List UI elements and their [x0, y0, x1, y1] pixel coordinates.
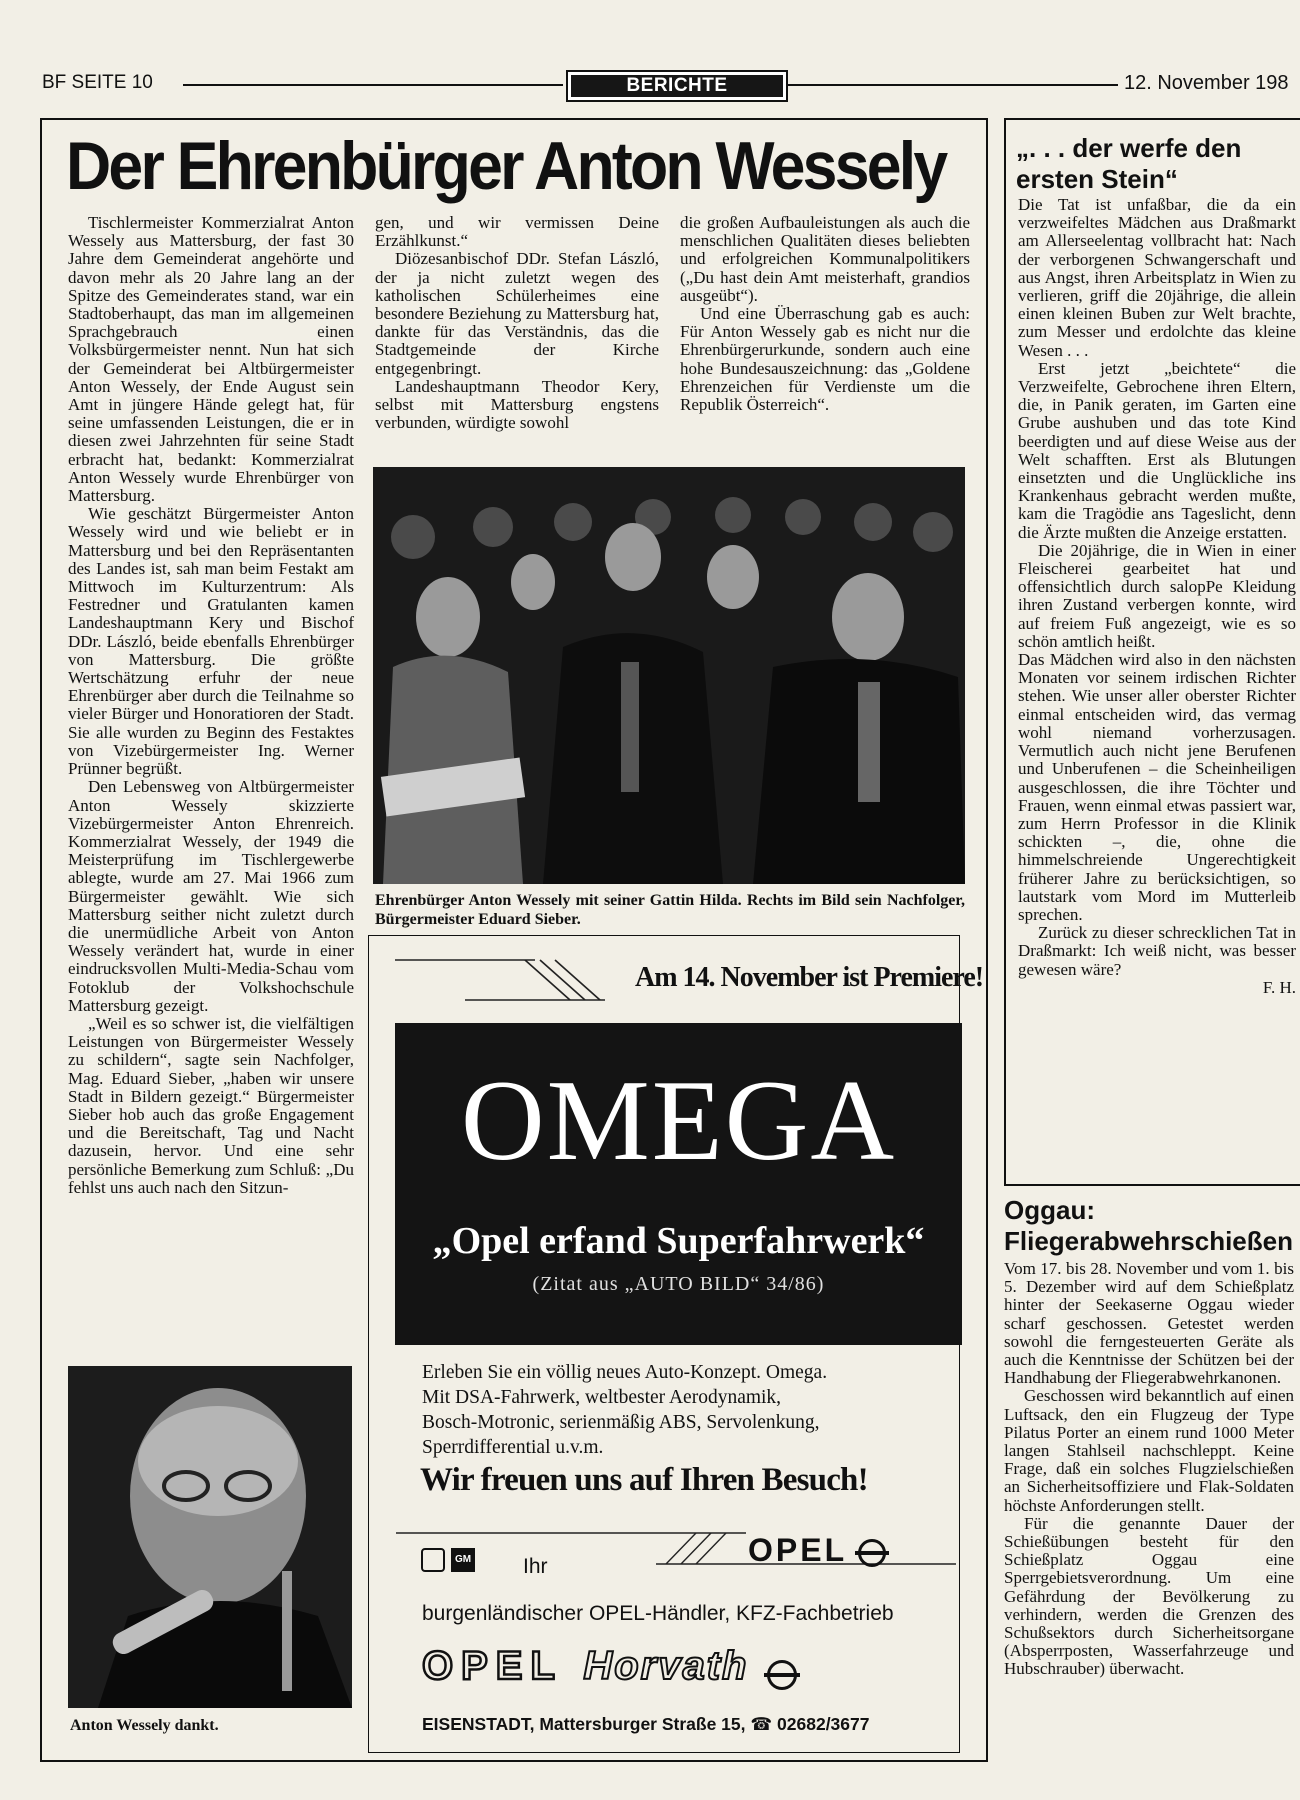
premiere-banner: [395, 954, 984, 1014]
portrait-silhouette: [68, 1366, 352, 1708]
paragraph: Vom 17. bis 28. November und vom 1. bis 5. Dezember wird auf dem Schießplatz hinter der Seekaserne Oggau wieder scharf geschossen. Getestet werden sowohl die ferngesteuerten Geräte als auch die Kenntnisse der Schützen bei der Handhabung der Fliegerabwehrkanonen.: [1004, 1259, 1294, 1388]
gm-badge-icon: GM: [451, 1548, 475, 1572]
article-column-3: [680, 214, 970, 414]
paragraph: Wie geschätzt Bürgermeister Anton Wessely wird und wie beliebt er in Mattersburg und bei den Repräsentanten des Landes ist, sah man beim Festakt am Mittwoch im Kulturzentrum: Als Festredner und Gratulanten kamen Landeshauptmann Kery und Bischof DDr. László, beide ebenfalls Ehrenbürger von Mattersburg. Die größte Wertschätzung erfuhr der neue Ehrenbürger aber durch die Teilnahme so vieler Bürger und Honoratioren der Stadt. Sie alle wurden zu Beginn des Festaktes von Vizebürgermeister Ing. Werner Prünner begrüßt.: [68, 504, 354, 779]
oggau-text: [1004, 1260, 1294, 1679]
opel-lightning-icon: [858, 1539, 886, 1567]
paragraph: Landeshauptmann Theodor Kery, selbst mit Mattersburg engstens verbunden, würdigte sowohl: [375, 376, 659, 433]
gm-badges: [421, 1548, 481, 1574]
ad-body: [422, 1360, 942, 1460]
ad-body-line: Erleben Sie ein völlig neues Auto-Konzept. Omega.: [422, 1362, 828, 1383]
opel-logo-text: OPEL: [748, 1532, 847, 1568]
article-column-2: [375, 214, 659, 432]
article-column-1: [68, 214, 354, 1197]
paragraph: Und eine Überraschung gab es auch: Für Anton Wessely gab es nicht nur die Ehrenbürgerurkunde, sondern auch eine hohe Bundesauszeichnung: das „Goldene Ehrenzeichen für Verdienste um die Republik Österreich“.: [680, 304, 970, 415]
paragraph: Zurück zu dieser schrecklichen Tat in Draßmarkt: Ich weiß nicht, was besser gewesen wäre?: [1018, 923, 1296, 979]
dealer-line: burgenländischer OPEL-Händler, KFZ-Fachbetrieb: [422, 1602, 894, 1625]
paragraph: Das Mädchen wird also in den nächsten Monaten vor seinem irdischen Richter stehen. Wie unser aller oberster Richter einmal entscheiden wird, das vermag wohl niemand vorherzusagen. Vermutlich auch nicht jene Berufenen und Unberufenen – die Scheinheiligen ausgeschlossen, die ihre Töchter und Frauen, wenn einmal etwas passiert war, zum Herrn Professor in die Klinik schickten –, die, ohne die himmelschreiende Ungerechtigkeit früherer Jahre zu berücksichtigen, so lautstark vom Mord im Mutterleib sprechen.: [1018, 650, 1296, 924]
ad-body-line: Mit DSA-Fahrwerk, weltbester Aerodynamik,: [422, 1387, 782, 1408]
ad-body-line: Bosch-Motronic, serienmäßig ABS, Servolenkung,: [422, 1412, 820, 1433]
audience-silhouettes: [373, 467, 965, 884]
paragraph: „Weil es so schwer ist, die vielfältigen Leistungen von Bürgermeister Wessely zu schildern“, sagte sein Nachfolger, Mag. Eduard Sieber, „haben wir unsere Stadt in Bildern gezeigt.“ Bürgermeister Sieber hob auch das große Engagement und die Bereitschaft, Tag und Nacht dazusein, hervor. Und eine sehr persönliche Bemerkung zum Schluß: „Du fehlst uns auch nach den Sitzun-: [68, 1013, 354, 1197]
dealer-ihr: Ihr: [523, 1555, 548, 1578]
paragraph: Die Tat ist unfaßbar, die da ein verzweifeltes Mädchen aus Draßmarkt am Allerseelentag vollbracht hat: Nach der verborgenen Schwangerschaft und aus Angst, ihren Arbeitsplatz in Wien zu verlieren, griff die 20jährige, die allein einen kleinen Buben zur Welt brachte, zum Messer und erdolchte das kleine Wesen . . .: [1018, 195, 1296, 360]
commentary-text: [1018, 196, 1296, 997]
commentary-title: „. . . der werfe den ersten Stein“: [1016, 133, 1242, 194]
paragraph: Die 20jährige, die in Wien in einer Fleischerei gearbeitet hat und offensichtlich durch salopPe Kleidung ihren Zustand verbergen konnte, wird auf freiem Fuß angezeigt, wie es so schön amtlich heißt.: [1018, 540, 1296, 651]
paragraph: die großen Aufbauleistungen als auch die menschlichen Qualitäten dieses beliebten und erfolgreichen Kommunalpolitikers („Du hast dein Amt meisterhaft, grandios ausgeübt“).: [680, 213, 970, 305]
header-rule-left: [183, 84, 563, 86]
ad-cta: Wir freuen uns auf Ihren Besuch!: [420, 1462, 868, 1498]
dealer-name: Horvath: [583, 1644, 749, 1688]
issue-date: 12. November 198: [1124, 72, 1289, 94]
commentary-signature: F. H.: [1262, 977, 1296, 997]
omega-quote: (Zitat aus „AUTO BILD“ 34/86): [532, 1273, 825, 1295]
paragraph: Den Lebensweg von Altbürgermeister Anton Wessely skizzierte Vizebürgermeister Anton Ehrenreich. Kommerzialrat Wessely, der 1949 die Meisterprüfung im Tischlergewerbe ablegte, wurde am 27. Mai 1966 zum Bürgermeister gewählt. Wie sich Mattersburg seither nicht zuletzt durch die unermüdliche Arbeit von Anton Wessely verändert hat, wurde in einer eindrucksvollen Multi-Media-Schau vom Fotoklub der Volkshochschule Mattersburg gezeigt.: [68, 777, 354, 1015]
ceremony-photo-caption: Ehrenbürger Anton Wessely mit seiner Gattin Hilda. Rechts im Bild sein Nachfolger, Bürgermeister Eduard Sieber.: [375, 892, 965, 928]
omega-brand: OMEGA: [460, 1057, 897, 1185]
dealer-address: EISENSTADT, Mattersburger Straße 15, ☎ 02682/3677: [422, 1714, 870, 1734]
omega-slogan: „Opel erfand Superfahrwerk“: [432, 1220, 925, 1262]
portrait-photo-caption: Anton Wessely dankt.: [70, 1717, 219, 1734]
opel-lightning-icon: [767, 1660, 797, 1690]
paragraph: Für die genannte Dauer der Schießübungen besteht für den Schießplatz Oggau eine Sperrgebietsverordnung. Um eine Gefährdung der Bevölkerung zu verhindern, werden die Grenzen des Schußsektors durch Sicherheitsorgane (Absperrposten, Wasserfahrzeuge und Hubschrauber) überwacht.: [1004, 1513, 1294, 1679]
paragraph: gen, und wir vermissen Deine Erzählkunst.“: [375, 213, 659, 251]
paragraph: Geschossen wird bekanntlich auf einen Luftsack, den ein Flugzeug der Type Pilatus Porter an einem rund 1000 Meter langen Stahlseil nachschleppt. Keine Frage, daß ein solches Flugzielschießen an Sicherheitsoffiziere und Flak-Soldaten höchste Anforderungen stellt.: [1004, 1386, 1294, 1515]
opel-logo: [748, 1532, 886, 1569]
dealer-opel-text: OPEL: [422, 1644, 563, 1688]
paragraph: Tischlermeister Kommerzialrat Anton Wessely aus Mattersburg, der fast 30 Jahre dem Gemeinderat angehörte und davon mehr als 20 Jahre lang an der Spitze des Gemeinderates stand, war ein Stadtoberhaupt, das man im allgemeinen Sprachgebrauch einen Volksbürgermeister nennt. Nun hat sich der Gemeinderat bei Altbürgermeister Anton Wessely, der Ende August sein Amt in jüngere Hände gelegt hat, für seine umfassenden Leistungen, die er in diesen zwei Jahrzehnten für seine Stadt erbracht hat, bedankt: Kommerzialrat Anton Wessely wurde Ehrenbürger von Mattersburg.: [68, 213, 354, 506]
opel-badge-icon: [421, 1548, 445, 1572]
paragraph: Diözesanbischof DDr. Stefan László, der ja nicht zuletzt wegen des katholischen Schülerheimes eine besondere Beziehung zu Mattersburg hat, dankte für das Verständnis, das die Stadtgemeinde der Kirche entgegenbringt.: [375, 249, 659, 378]
section-label: BERICHTE: [566, 70, 788, 102]
paragraph: Erst jetzt „beichtete“ die Verzweifelte, Gebrochene ihren Eltern, die, in Panik geraten, im Garten eine Grube aushuben und das tote Kind beerdigten und auf diese Weise aus der Welt schafften. Erst als Blutungen einsetzten und die Unglückliche ins Krankenhaus gebracht werden mußte, kam die Tragödie ans Tageslicht, denn die Ärzte mußten die Anzeige erstatten.: [1018, 358, 1296, 542]
ceremony-photo: [373, 467, 965, 884]
premiere-text: Am 14. November ist Premiere!: [635, 962, 984, 993]
ad-body-line: Sperrdifferential u.v.m.: [422, 1437, 604, 1458]
header-rule-right: [788, 84, 1118, 86]
article-headline: Der Ehrenbürger Anton Wessely: [66, 128, 946, 204]
page-number: BF SEITE 10: [42, 72, 153, 93]
omega-panel: [395, 1023, 962, 1345]
oggau-title: Oggau: Fliegerabwehrschießen: [1004, 1195, 1293, 1256]
dealer-logo: [422, 1644, 942, 1694]
portrait-photo: [68, 1366, 352, 1708]
